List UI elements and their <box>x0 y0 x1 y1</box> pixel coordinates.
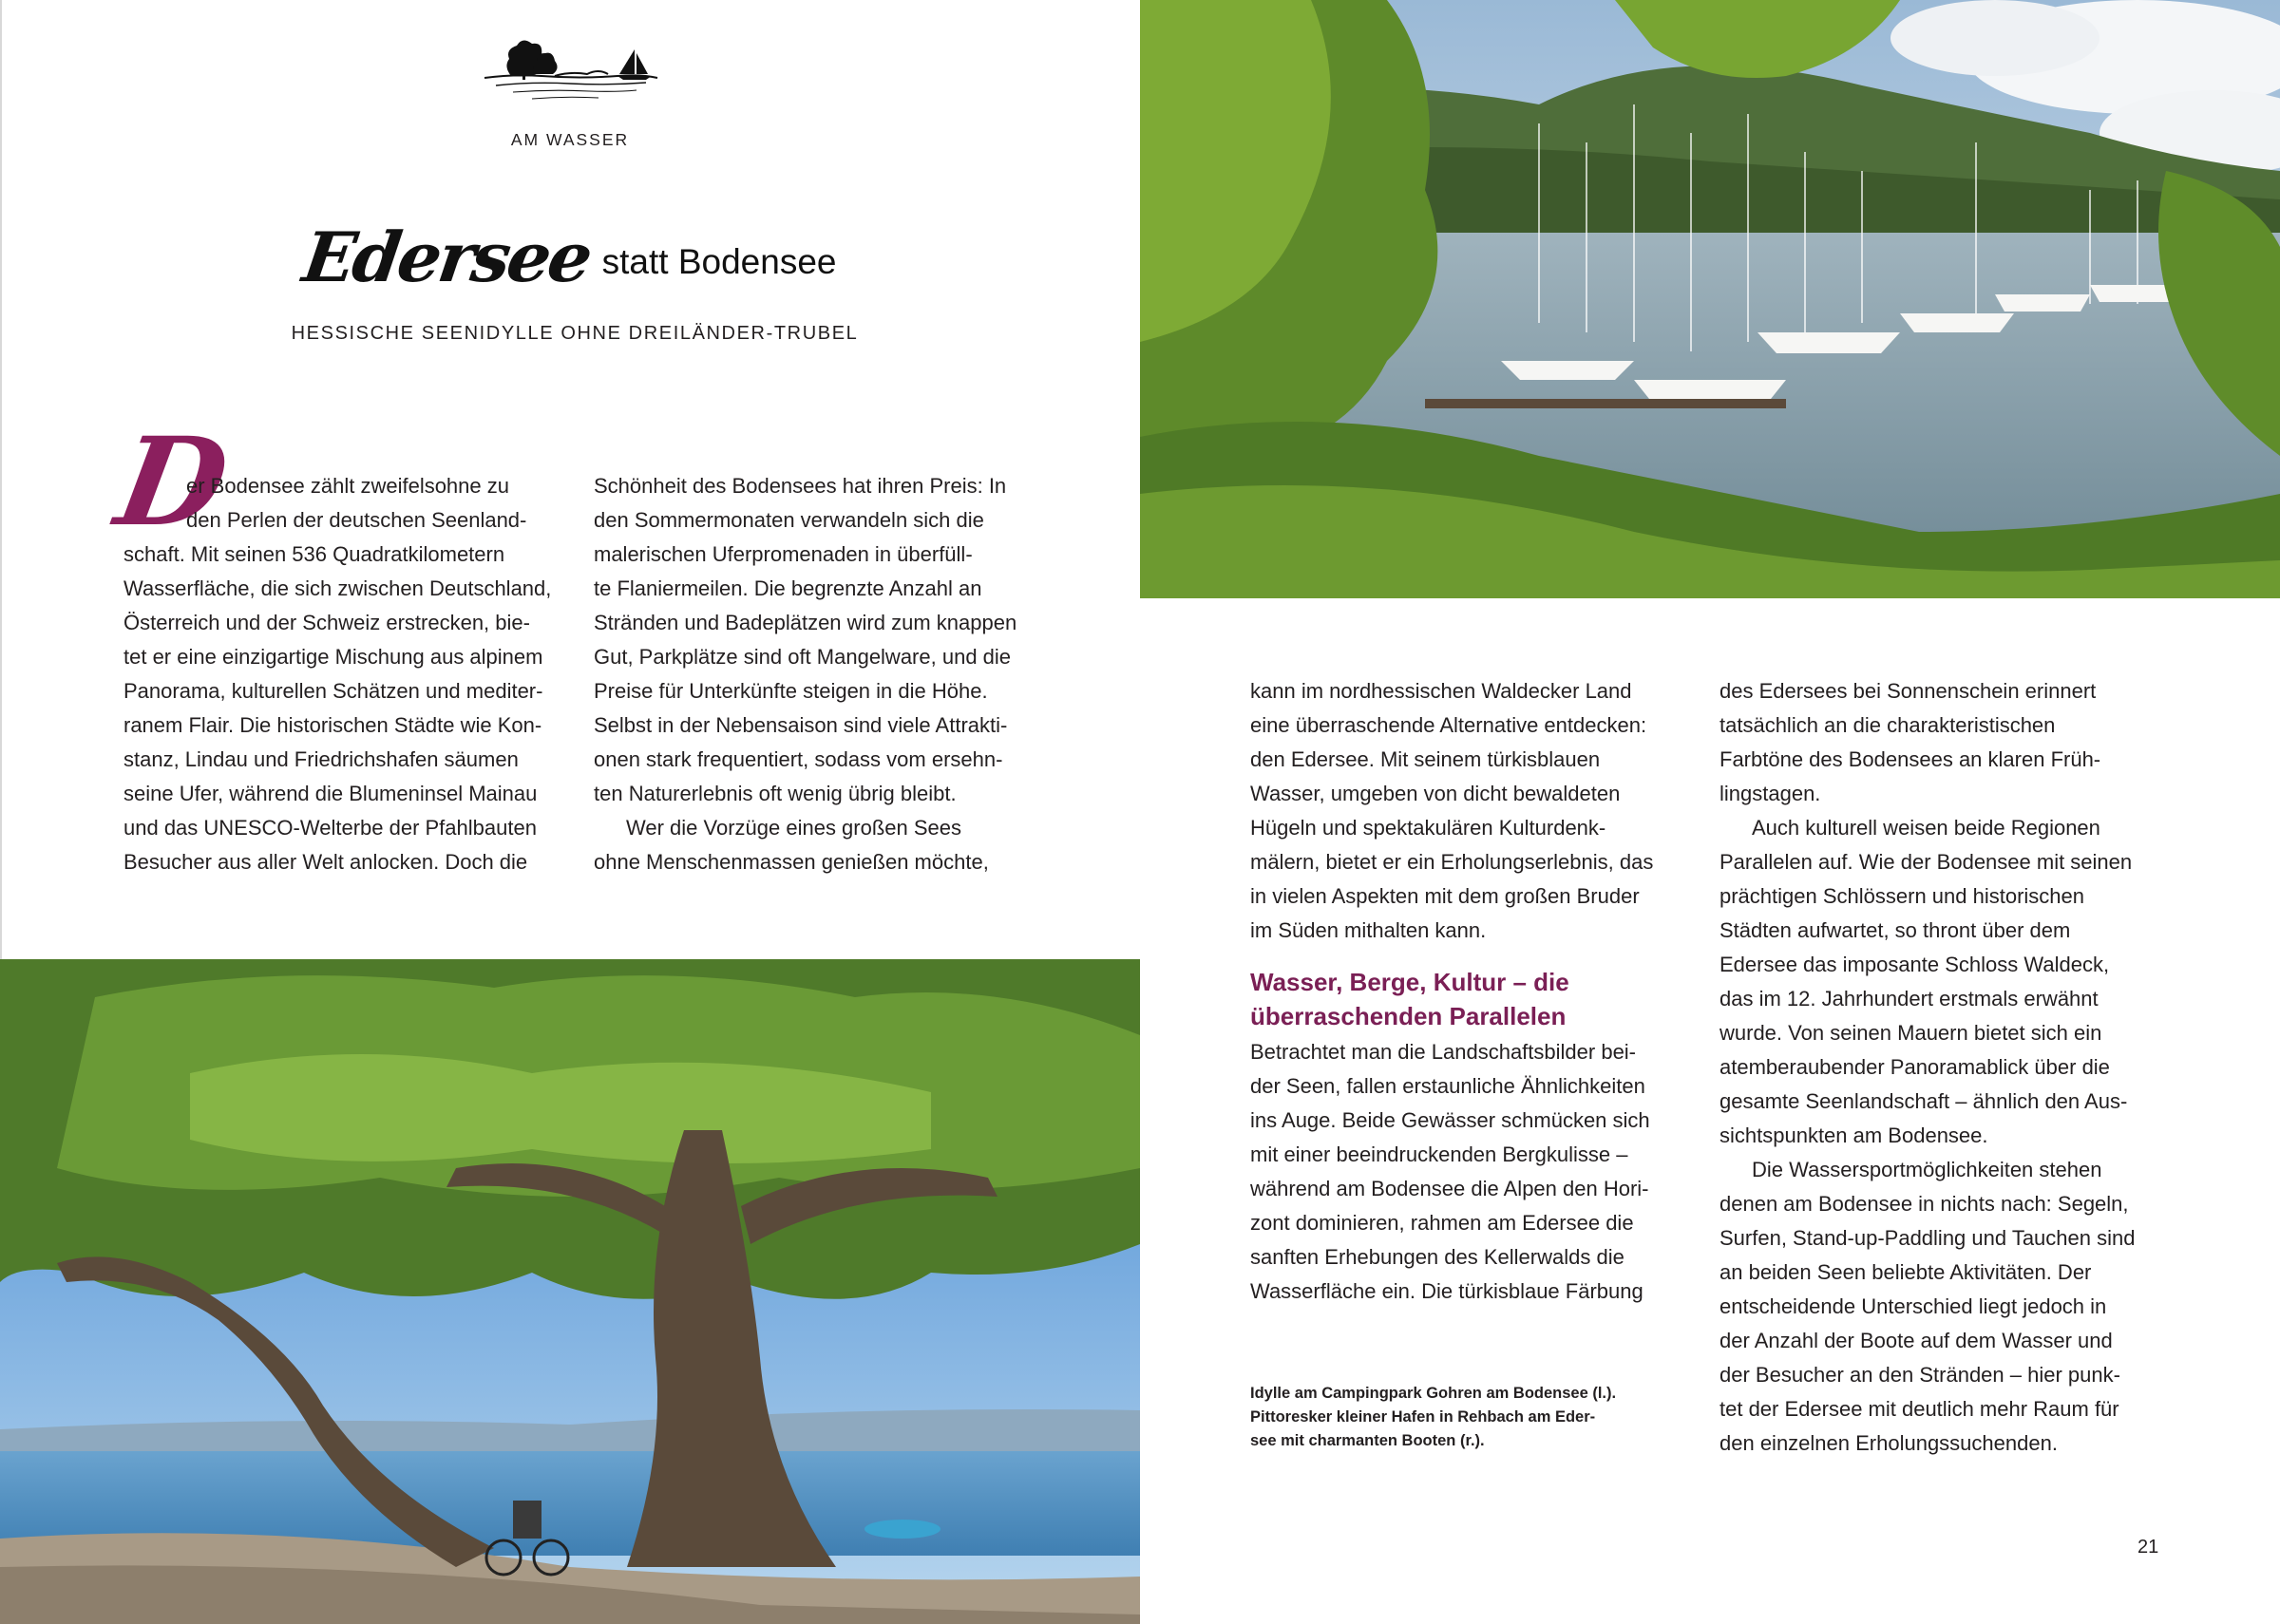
text-line: prächtigen Schlössern und historischen <box>1720 884 2085 908</box>
title-script: Edersee <box>297 217 595 297</box>
text-line: ranem Flair. Die historischen Städte wie Kon- <box>124 713 542 737</box>
paragraph <box>594 469 1031 811</box>
text-line: Auch kulturell weisen beide Regionen <box>1752 816 2100 840</box>
text-line: denen am Bodensee in nichts nach: Segeln, <box>1720 1192 2129 1216</box>
text-line: entscheidende Unterschied liegt jedoch in <box>1720 1294 2107 1318</box>
text-line: ohne Menschenmassen genießen möchte, <box>594 850 989 874</box>
lake-trees-sailboat-icon <box>475 28 665 114</box>
text-line: das im 12. Jahrhundert erstmals erwähnt <box>1720 987 2099 1010</box>
subheading-line: Wasser, Berge, Kultur – die <box>1250 968 1569 996</box>
text-line: mit einer beeindruckenden Bergkulisse – <box>1250 1142 1628 1166</box>
section-label: AM WASSER <box>510 130 630 149</box>
text-line: und das UNESCO-Welterbe der Pfahlbauten <box>124 816 537 840</box>
paragraph <box>1250 1035 1689 1309</box>
paragraph <box>594 811 1031 879</box>
text-line: Hügeln und spektakulären Kulturdenk- <box>1250 816 1606 840</box>
text-line: an beiden Seen beliebte Aktivitäten. Der <box>1720 1260 2092 1284</box>
text-line: te Flaniermeilen. Die begrenzte Anzahl an <box>594 576 982 600</box>
text-line: den Sommermonaten verwandeln sich die <box>594 508 984 532</box>
text-line: sichtspunkten am Bodensee. <box>1720 1124 1988 1147</box>
text-line: Die Wassersportmöglichkeiten stehen <box>1752 1158 2102 1181</box>
text-line: stanz, Lindau und Friedrichshafen säumen <box>124 747 519 771</box>
paragraph <box>124 469 560 879</box>
text-line: Wasser, umgeben von dicht bewaldeten <box>1250 782 1621 805</box>
text-line: seine Ufer, während die Blumeninsel Mainau <box>124 782 538 805</box>
text-line: Gut, Parkplätze sind oft Mangelware, und die <box>594 645 1012 669</box>
text-line: atemberaubender Panoramablick über die <box>1720 1055 2110 1079</box>
text-column-4 <box>1720 674 2158 1461</box>
paragraph <box>1250 674 1689 948</box>
text-line: der Seen, fallen erstaunliche Ähnlichkeiten <box>1250 1074 1645 1098</box>
text-line: den Edersee. Mit seinem türkisblauen <box>1250 747 1601 771</box>
text-column-3 <box>1250 674 1689 1309</box>
text-line: sanften Erhebungen des Kellerwalds die <box>1250 1245 1624 1269</box>
text-line: Parallelen auf. Wie der Bodensee mit seinen <box>1720 850 2133 874</box>
text-line: Wasserfläche ein. Die türkisblaue Färbung <box>1250 1279 1644 1303</box>
text-line: Farbtöne des Bodensees an klaren Früh- <box>1720 747 2101 771</box>
text-line: der Besucher an den Stränden – hier punk- <box>1720 1363 2120 1387</box>
text-line: ten Naturerlebnis oft wenig übrig bleibt. <box>594 782 957 805</box>
text-line: lingstagen. <box>1720 782 1821 805</box>
text-line: eine überraschende Alternative entdecken: <box>1250 713 1647 737</box>
section-subheading <box>1250 965 1689 1033</box>
text-line: kann im nordhessischen Waldecker Land <box>1250 679 1632 703</box>
text-line: in vielen Aspekten mit dem großen Bruder <box>1250 884 1640 908</box>
paragraph <box>1720 1153 2158 1461</box>
text-line: Surfen, Stand-up-Paddling und Tauchen sind <box>1720 1226 2136 1250</box>
title-rest: statt Bodensee <box>601 242 837 281</box>
paragraph <box>1720 811 2158 1153</box>
text-line: Österreich und der Schweiz erstrecken, bie- <box>124 611 530 634</box>
tree-lakeshore-photo <box>0 959 1140 1624</box>
text-line: der Anzahl der Boote auf dem Wasser und <box>1720 1329 2113 1352</box>
text-line: Wer die Vorzüge eines großen Sees <box>626 816 962 840</box>
text-line: mälern, bietet er ein Erholungserlebnis, das <box>1250 850 1654 874</box>
text-line: ins Auge. Beide Gewässer schmücken sich <box>1250 1108 1650 1132</box>
text-line: tet er eine einzigartige Mischung aus alpinem <box>124 645 543 669</box>
text-line: malerischen Uferpromenaden in überfüll- <box>594 542 973 566</box>
text-line: Betrachtet man die Landschaftsbilder bei- <box>1250 1040 1637 1064</box>
text-line: Wasserfläche, die sich zwischen Deutschland, <box>124 576 552 600</box>
caption-line: Pittoresker kleiner Hafen in Rehbach am Eder- <box>1250 1408 1596 1426</box>
text-line: Stränden und Badeplätzen wird zum knappen <box>594 611 1017 634</box>
page-title <box>285 217 855 297</box>
text-line: onen stark frequentiert, sodass vom ersehn- <box>594 747 1003 771</box>
photo-caption <box>1250 1382 1668 1453</box>
text-line: während am Bodensee die Alpen den Hori- <box>1250 1177 1649 1200</box>
text-line: er Bodensee zählt zweifelsohne zu <box>186 474 509 498</box>
text-line: tatsächlich an die charakteristischen <box>1720 713 2056 737</box>
text-line: den Perlen der deutschen Seenland- <box>186 508 527 532</box>
text-line: Edersee das imposante Schloss Waldeck, <box>1720 953 2110 976</box>
text-line: den einzelnen Erholungssuchenden. <box>1720 1431 2058 1455</box>
text-line: im Süden mithalten kann. <box>1250 918 1487 942</box>
caption-line: Idylle am Campingpark Gohren am Bodensee (l.). <box>1250 1385 1617 1402</box>
text-column-2 <box>594 469 1031 879</box>
harbor-photo <box>1140 0 2280 598</box>
page-number: 21 <box>2138 1537 2159 1558</box>
text-line: Städten aufwartet, so thront über dem <box>1720 918 2071 942</box>
text-line: Besucher aus aller Welt anlocken. Doch die <box>124 850 528 874</box>
text-line: Selbst in der Nebensaison sind viele Attrakti- <box>594 713 1008 737</box>
text-line: Schönheit des Bodensees hat ihren Preis: In <box>594 474 1007 498</box>
drop-cap: D <box>106 411 238 554</box>
text-line: zont dominieren, rahmen am Edersee die <box>1250 1211 1634 1235</box>
text-line: tet der Edersee mit deutlich mehr Raum für <box>1720 1397 2119 1421</box>
text-line: Panorama, kulturellen Schätzen und mediter- <box>124 679 543 703</box>
text-line: Preise für Unterkünfte steigen in die Höhe. <box>594 679 988 703</box>
subheading-line: überraschenden Parallelen <box>1250 1002 1567 1030</box>
paragraph <box>1720 674 2158 811</box>
page-edge-divider <box>0 0 2 959</box>
subtitle: HESSISCHE SEENIDYLLE OHNE DREILÄNDER-TRUBEL <box>291 323 859 344</box>
text-line: schaft. Mit seinen 536 Quadratkilometern <box>124 542 505 566</box>
text-line: des Edersees bei Sonnenschein erinnert <box>1720 679 2097 703</box>
text-line: wurde. Von seinen Mauern bietet sich ein <box>1720 1021 2102 1045</box>
text-line: gesamte Seenlandschaft – ähnlich den Aus- <box>1720 1089 2128 1113</box>
caption-line: see mit charmanten Booten (r.). <box>1250 1432 1485 1449</box>
text-column-1 <box>124 469 560 879</box>
